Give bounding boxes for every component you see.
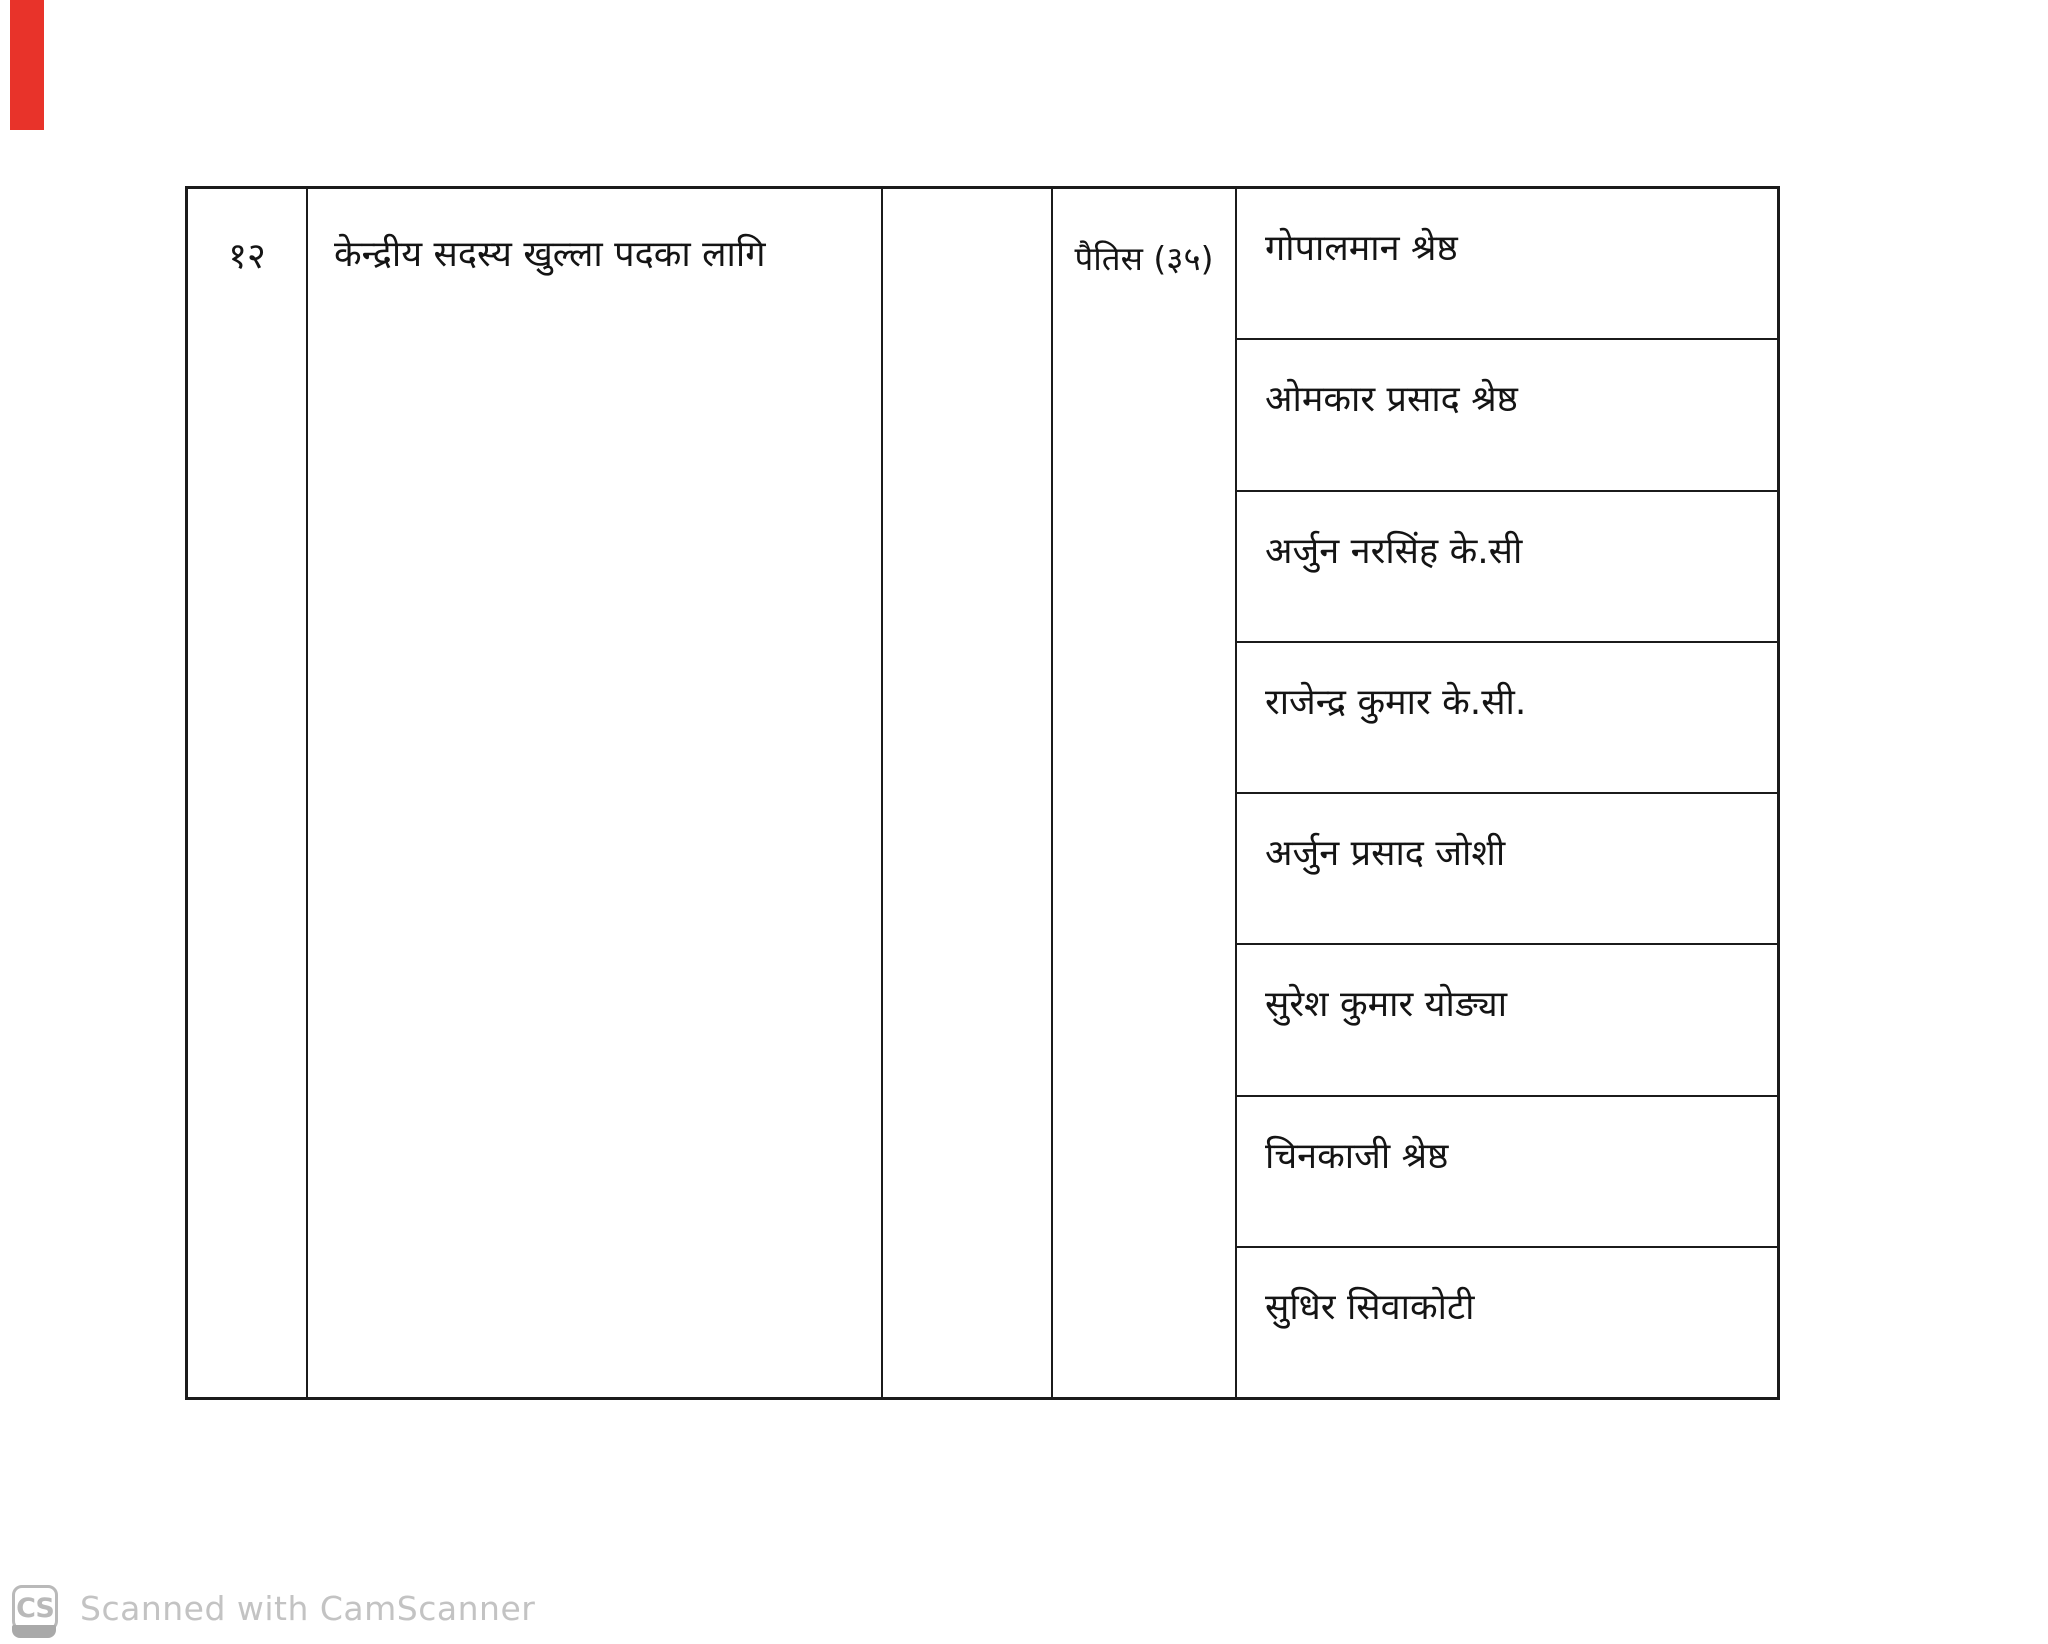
count-label: पैतिस (३५) [1074, 239, 1214, 278]
candidate-name-cell [1237, 945, 1777, 1096]
candidate-names-column [1237, 189, 1777, 1397]
candidate-name: चिनकाजी श्रेष्ठ [1265, 1135, 1449, 1177]
empty-cell [883, 189, 1053, 1397]
camscanner-watermark [12, 1585, 535, 1631]
scan-artifact-red-stripe [10, 0, 44, 130]
candidate-name-cell [1237, 1097, 1777, 1248]
candidate-name-cell [1237, 1248, 1777, 1397]
camscanner-logo-icon [12, 1585, 58, 1631]
count-cell [1053, 189, 1237, 1397]
cs-logo-text: CS [16, 1592, 54, 1624]
cs-logo-flap [12, 1625, 56, 1638]
position-title: केन्द्रीय सदस्य खुल्ला पदका लागि [334, 234, 766, 275]
candidate-name-cell [1237, 794, 1777, 945]
candidate-name-cell [1237, 643, 1777, 794]
candidates-table [185, 186, 1780, 1400]
candidate-name: गोपालमान श्रेष्ठ [1265, 228, 1458, 269]
candidate-name: अर्जुन नरसिंह के.सी [1265, 530, 1523, 572]
candidate-name-cell [1237, 340, 1777, 491]
candidate-name: सुरेश कुमार योङ्या [1265, 984, 1508, 1026]
candidate-name: सुधिर सिवाकोटी [1265, 1286, 1475, 1328]
position-title-cell [308, 189, 883, 1397]
candidate-name: ओमकार प्रसाद श्रेष्ठ [1265, 379, 1518, 421]
serial-number: १२ [228, 236, 266, 277]
camscanner-label: Scanned with CamScanner [80, 1588, 536, 1628]
candidate-name: अर्जुन प्रसाद जोशी [1265, 833, 1506, 874]
candidate-name: राजेन्द्र कुमार के.सी. [1265, 681, 1527, 723]
serial-number-cell [188, 189, 308, 1397]
candidate-name-cell [1237, 189, 1777, 340]
candidate-name-cell [1237, 492, 1777, 643]
